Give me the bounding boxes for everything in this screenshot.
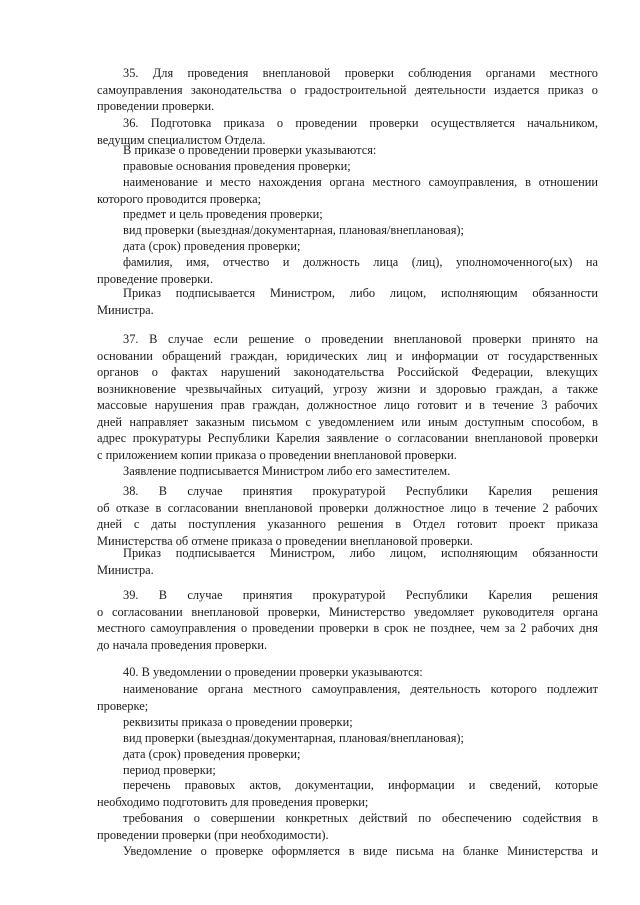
text-line: Министра. xyxy=(97,562,154,577)
text-line: 39. В случае принятия прокуратурой Республики Карелия решения xyxy=(123,588,598,602)
text-line: дата (срок) проведения проверки; xyxy=(123,747,301,761)
text-line: Министерства об отмене приказа о проведении внеплановой проверки. xyxy=(97,533,473,548)
text-line: период проверки; xyxy=(123,763,216,777)
text-line: фамилия, имя, отчество и должность лица (лиц), уполномоченного(ых) на xyxy=(123,255,598,269)
text-line: о согласовании внеплановой проверки, Министерство уведомляет руководителя органа xyxy=(97,604,598,619)
text-line: местного самоуправления о проведении проверки в срок не позднее, чем за 2 рабочих дня xyxy=(97,621,598,635)
text-line: В приказе о проведении проверки указываются: xyxy=(123,143,377,157)
text-line: массовые нарушения прав граждан, должностное лицо готовит и в течение 3 рабочих xyxy=(97,398,598,412)
text-line: 40. В уведомлении о проведении проверки указываются: xyxy=(123,665,423,679)
text-line: правовые основания проведения проверки; xyxy=(123,159,351,173)
text-line: проведении проверки. xyxy=(97,99,215,113)
text-line: дней с даты поступления указанного решения в Отдел готовит проект приказа xyxy=(97,517,598,531)
text-line: адрес прокуратуры Республики Карелия заявление о согласовании внеплановой проверки xyxy=(97,431,598,445)
text-line: 37. В случае если решение о проведении внеплановой проверки принято на xyxy=(123,332,598,346)
text-line: проведении проверки (при необходимости). xyxy=(97,827,329,842)
text-line: Уведомление о проверке оформляется в виде письма на бланке Министерства и xyxy=(123,844,598,858)
text-line: ведущим специалистом Отдела. xyxy=(97,132,266,147)
text-line: проведение проверки. xyxy=(97,271,214,286)
text-line: об отказе в согласовании внеплановой проверки должностное лицо в течение 2 рабочих xyxy=(97,500,598,515)
text-line: до начала проведения проверки. xyxy=(97,637,268,652)
text-line: самоуправления законодательства о градостроительной деятельности издается приказ о xyxy=(97,82,598,97)
text-line: Министра. xyxy=(97,302,154,317)
text-line: 38. В случае принятия прокуратурой Республики Карелия решения xyxy=(123,484,598,498)
text-line: проверке; xyxy=(97,698,149,713)
text-line: требования о совершении конкретных действий по обеспечению содействия в xyxy=(123,811,598,825)
text-line: наименование и место нахождения органа местного самоуправления, в отношении xyxy=(123,175,598,189)
text-line: Приказ подписывается Министром, либо лицом, исполняющим обязанности xyxy=(123,286,598,300)
text-line: Приказ подписывается Министром, либо лицом, исполняющим обязанности xyxy=(123,546,598,560)
text-line: 35. Для проведения внеплановой проверки соблюдения органами местного xyxy=(123,66,598,80)
text-line: дата (срок) проведения проверки; xyxy=(123,239,301,253)
text-line: вид проверки (выездная/документарная, плановая/внеплановая); xyxy=(123,731,465,745)
text-line: возникновение чрезвычайных ситуаций, угрозу жизни и здоровью граждан, а также xyxy=(97,381,598,396)
text-line: которого проводится проверка; xyxy=(97,191,262,206)
text-line: перечень правовых актов, документации, информации и сведений, которые xyxy=(123,778,598,792)
text-line: дней направляет заказным письмом с уведомлением или иным доступным способом, в xyxy=(97,414,598,429)
text-line: Заявление подписывается Министром либо его заместителем. xyxy=(123,464,451,478)
text-line: 36. Подготовка приказа о проведении проверки осуществляется начальником, xyxy=(123,116,598,130)
text-line: органов о фактах нарушений законодательства Российской Федерации, влекущих xyxy=(97,365,598,379)
text-line: необходимо подготовить для проведения проверки; xyxy=(97,794,369,809)
text-line: предмет и цель проведения проверки; xyxy=(123,207,323,221)
text-line: вид проверки (выездная/документарная, плановая/внеплановая); xyxy=(123,223,465,237)
text-line: реквизиты приказа о проведении проверки; xyxy=(123,715,353,729)
text-line: наименование органа местного самоуправления, деятельность которого подлежит xyxy=(123,682,598,696)
text-line: с приложением копии приказа о проведении внеплановой проверки. xyxy=(97,447,457,462)
text-line: основании обращений граждан, юридических лиц и информации от государственных xyxy=(97,348,598,363)
